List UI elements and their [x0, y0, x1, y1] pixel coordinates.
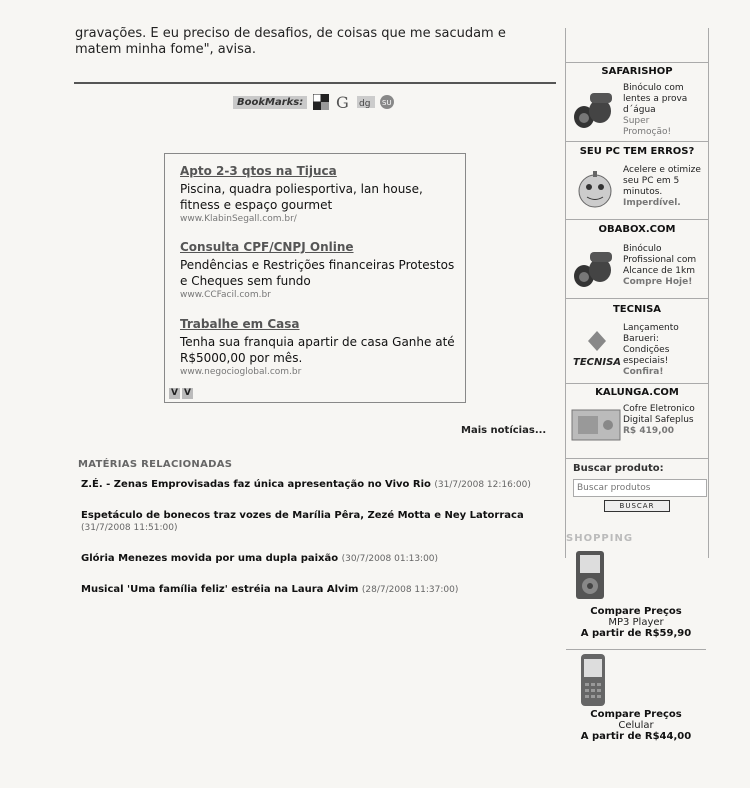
sidebar-ad-pc-errors[interactable]	[566, 141, 708, 220]
ad-title-link[interactable]: Consulta CPF/CNPJ Online	[180, 240, 354, 254]
sidebar-ad-promo[interactable]: Imperdível.	[623, 198, 681, 208]
sidebar-ad-line: Lançamento	[623, 323, 679, 333]
bookmarks-label: BookMarks:	[233, 96, 307, 109]
binoculars-image[interactable]	[570, 87, 620, 135]
ad-item[interactable]	[180, 164, 460, 224]
digg-icon[interactable]	[357, 94, 373, 110]
related-article-link[interactable]: Z.É. - Zenas Emprovisadas faz única apresentação no Vivo Rio	[81, 479, 431, 490]
product-search	[566, 458, 708, 519]
article-divider	[74, 82, 556, 84]
sidebar-ad-kalunga[interactable]	[566, 384, 708, 458]
pumpkin-mascot-image[interactable]	[576, 169, 614, 215]
related-article-date: (30/7/2008 01:13:00)	[341, 554, 439, 564]
shopping-item[interactable]	[566, 606, 706, 639]
ads-nav-button[interactable]: V	[182, 388, 193, 399]
shopping-item[interactable]	[566, 709, 706, 742]
related-article-date: (28/7/2008 11:37:00)	[361, 585, 459, 595]
sidebar-ad-line: Barueri:	[623, 334, 659, 344]
sidebar-ad-tecnisa[interactable]	[566, 299, 708, 384]
ad-item[interactable]	[180, 240, 460, 300]
mp3-player-image[interactable]	[575, 550, 605, 604]
sidebar-ad-title[interactable]: TECNISA	[612, 304, 662, 315]
related-article-date: (31/7/2008 11:51:00)	[81, 523, 178, 533]
ad-url[interactable]: www.CCFacil.com.br	[180, 290, 271, 300]
ads-nav	[169, 388, 193, 399]
related-article-item[interactable]	[81, 510, 551, 534]
binoculars-image[interactable]	[570, 244, 620, 294]
sidebar-ad-line: Binóculo com	[623, 83, 684, 93]
article-intro-text: gravações. E eu preciso de desafios, de coisas que me sacudam e matem minha fome", avisa.	[75, 26, 506, 57]
svg-text:TECNISA: TECNISA	[573, 357, 622, 368]
sidebar-ad-line: Binóculo	[623, 244, 662, 254]
bookmarks-bar	[233, 92, 395, 112]
shopping-item-title[interactable]: Compare Preços	[590, 606, 682, 617]
sidebar-ad-line: lentes a prova	[623, 94, 688, 104]
sidebar-ad-line: minutos.	[623, 187, 663, 197]
product-search-label: Buscar produto:	[573, 463, 664, 474]
ad-url[interactable]: www.KlabinSegall.com.br/	[180, 214, 297, 224]
sidebar-ad-obabox[interactable]	[566, 220, 708, 299]
related-article-item[interactable]	[81, 584, 551, 596]
sidebar-ad-line: d´água	[623, 105, 656, 115]
related-article-date: (31/7/2008 12:16:00)	[434, 480, 531, 490]
shopping-title: SHOPPING	[566, 533, 634, 544]
cellphone-image[interactable]	[580, 653, 606, 711]
sidebar-ad-promo[interactable]: Confira!	[623, 367, 664, 377]
ad-body: Tenha sua franquia apartir de casa Ganhe até R$5000,00 por mês.	[180, 335, 455, 365]
ad-body: Piscina, quadra poliesportiva, lan house, fitness e espaço gourmet	[180, 182, 423, 212]
delicious-icon[interactable]	[313, 94, 329, 110]
related-article-link[interactable]: Espetáculo de bonecos traz vozes de Marília Pêra, Zezé Motta e Ney Latorraca	[81, 510, 524, 521]
shopping-item-category: MP3 Player	[608, 617, 664, 628]
sidebar-ad-line: Alcance de 1km	[623, 266, 695, 276]
shopping-item-price[interactable]: A partir de R$59,90	[580, 628, 692, 639]
sidebar-ad-title[interactable]: SEU PC TEM ERROS?	[579, 146, 695, 157]
sidebar-ad-text	[623, 83, 687, 138]
ad-body: Pendências e Restrições financeiras Protestos e Cheques sem fundo	[180, 258, 455, 288]
ads-nav-button[interactable]: V	[169, 388, 180, 399]
sidebar-ad-line: seu PC em 5	[623, 176, 680, 186]
shopping-item-title[interactable]: Compare Preços	[590, 709, 682, 720]
product-search-input[interactable]	[573, 479, 707, 497]
product-search-button[interactable]: BUSCAR	[604, 500, 670, 512]
sponsored-links-box	[164, 153, 466, 403]
ad-title-link[interactable]: Apto 2-3 qtos na Tijuca	[180, 164, 337, 178]
sidebar-ad-line: especiais!	[623, 356, 669, 366]
right-sidebar	[565, 28, 709, 558]
sidebar-ad-safarishop[interactable]	[566, 62, 708, 142]
sidebar-ad-text	[623, 404, 695, 437]
related-articles-title: MATÉRIAS RELACIONADAS	[78, 459, 233, 470]
shopping-item-category: Celular	[618, 720, 654, 731]
sidebar-ad-line: Acelere e otimize	[623, 165, 701, 175]
sidebar-ad-line: Profissional com	[623, 255, 697, 265]
shopping-item-price[interactable]: A partir de R$44,00	[580, 731, 692, 742]
related-article-item[interactable]	[81, 479, 551, 491]
ad-url[interactable]: www.negocioglobal.com.br	[180, 367, 302, 377]
sidebar-ad-title[interactable]: KALUNGA.COM	[595, 387, 679, 398]
ad-title-link[interactable]: Trabalhe em Casa	[180, 317, 300, 331]
stumbleupon-icon[interactable]	[379, 94, 395, 110]
sidebar-ad-line: Condições	[623, 345, 670, 355]
sidebar-ad-title[interactable]: OBABOX.COM	[598, 224, 676, 235]
sidebar-ad-text	[623, 165, 701, 209]
svg-text:G: G	[336, 94, 350, 110]
sidebar-ad-promo[interactable]: Super	[623, 116, 650, 126]
sidebar-ad-promo[interactable]: Promoção!	[623, 127, 672, 137]
sidebar-ad-text	[623, 244, 696, 288]
related-article-item[interactable]	[81, 553, 551, 565]
shopping-divider	[566, 649, 706, 650]
sidebar-ad-line: Digital Safeplus	[623, 415, 694, 425]
sidebar-ad-text	[623, 323, 679, 378]
safe-image[interactable]	[570, 406, 622, 448]
sidebar-ad-title[interactable]: SAFARISHOP	[601, 66, 673, 77]
more-news-link[interactable]: Mais notícias...	[461, 425, 547, 436]
ad-item[interactable]	[180, 317, 460, 377]
tecnisa-logo[interactable]	[572, 329, 622, 373]
google-icon[interactable]	[335, 94, 351, 110]
related-article-link[interactable]: Glória Menezes movida por uma dupla paixão	[81, 553, 339, 564]
svg-text:SU: SU	[382, 99, 392, 107]
related-article-link[interactable]: Musical 'Uma família feliz' estréia na Laura Alvim	[81, 584, 359, 595]
sidebar-ad-line: Cofre Eletronico	[623, 404, 695, 414]
sidebar-ad-promo[interactable]: R$ 419,00	[623, 426, 675, 436]
sidebar-ad-promo[interactable]: Compre Hoje!	[623, 277, 693, 287]
svg-text:dg: dg	[359, 99, 371, 109]
